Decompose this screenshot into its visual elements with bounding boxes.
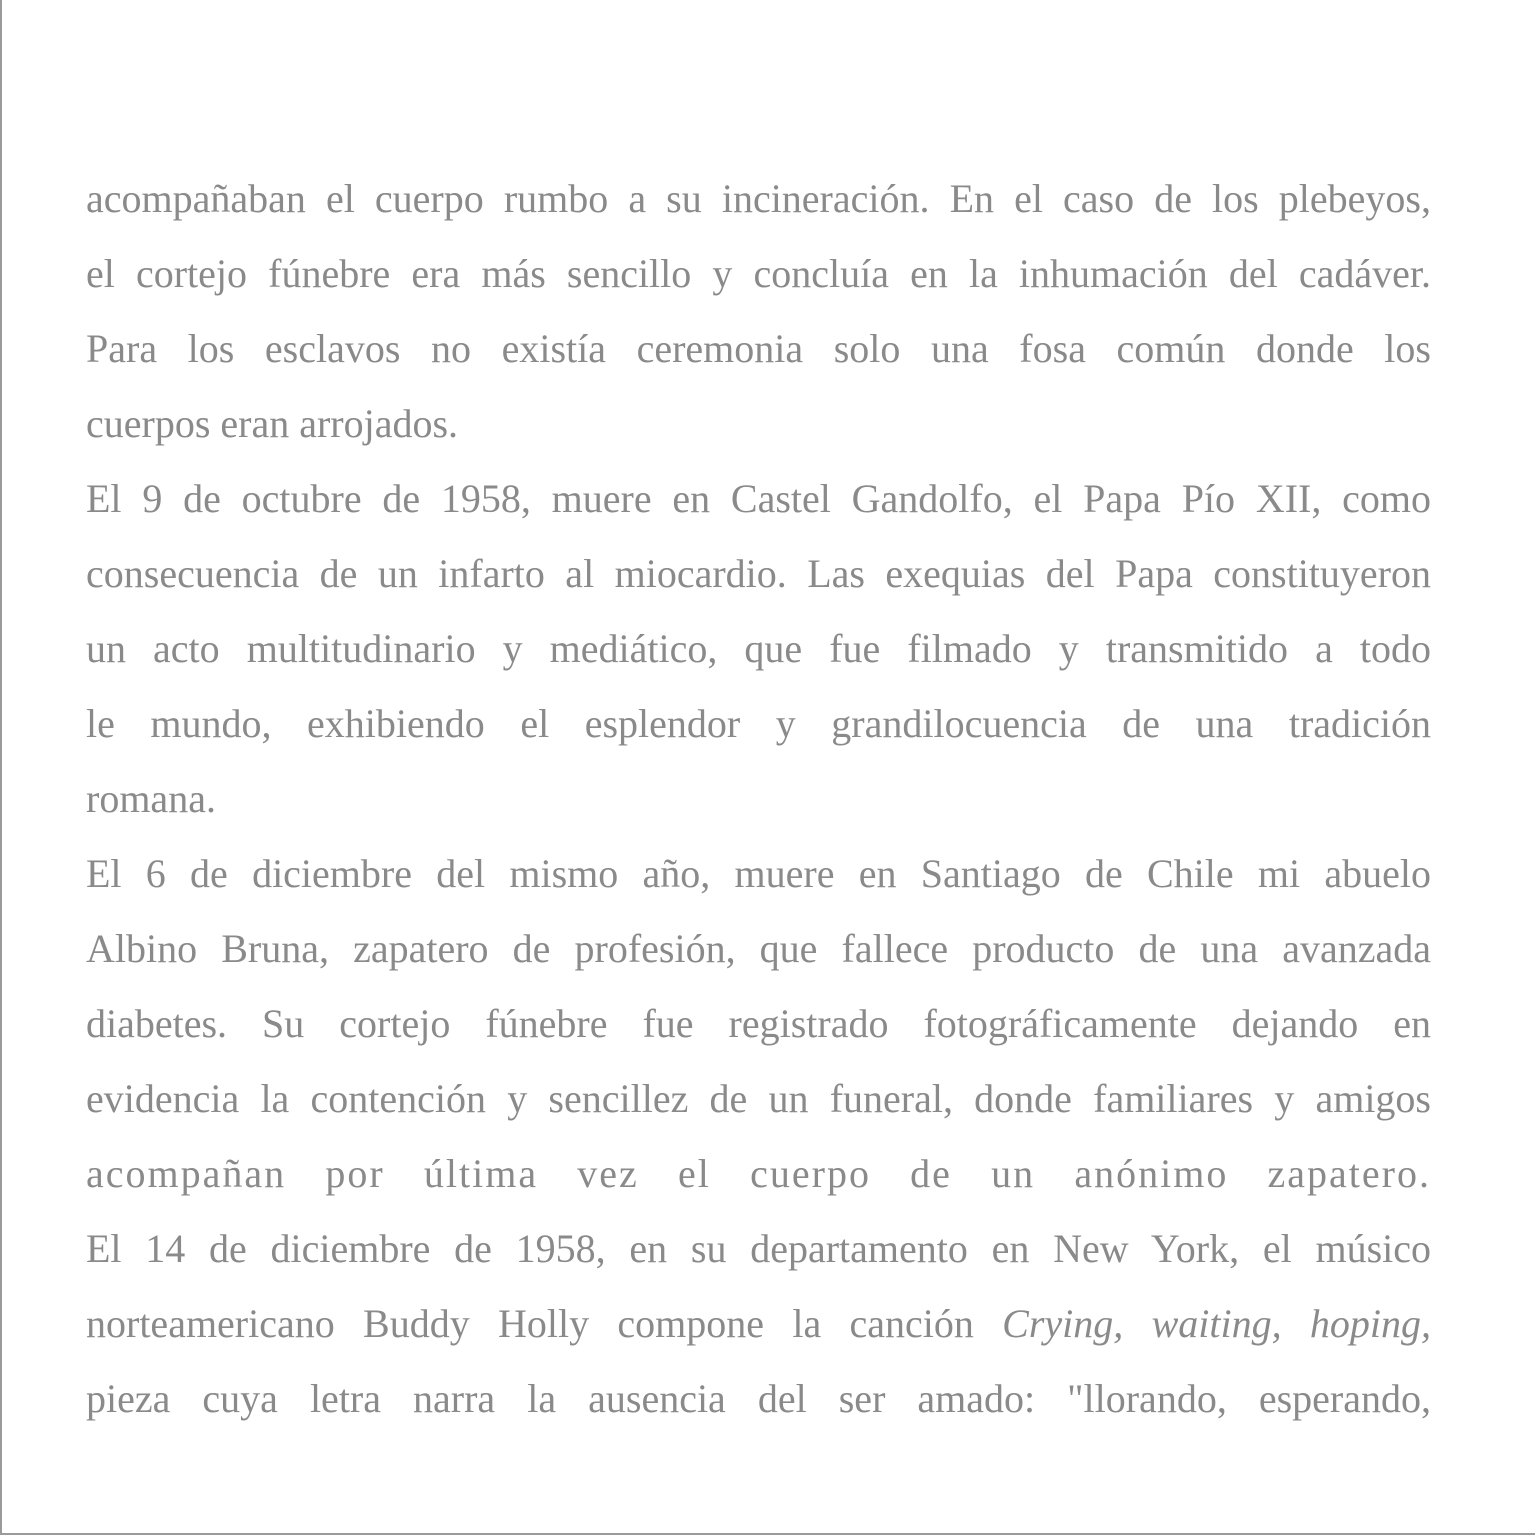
- text-line: un acto multitudinario y mediático, que fue filmado y transmitido a todo: [86, 626, 1431, 671]
- text-line: Para los esclavos no existía ceremonia solo una fosa común donde los: [86, 326, 1431, 371]
- text-line: acompañaban el cuerpo rumbo a su incineración. En el caso de los plebeyos,: [86, 176, 1431, 221]
- text-line: El 6 de diciembre del mismo año, muere en Santiago de Chile mi abuelo: [86, 851, 1431, 896]
- text-line: [86, 1286, 1431, 1361]
- text-line: consecuencia de un infarto al miocardio. Las exequias del Papa constituyeron: [86, 551, 1431, 596]
- text-line: el cortejo fúnebre era más sencillo y concluía en la inhumación del cadáver.: [86, 251, 1431, 296]
- text-line: cuerpos eran arrojados.: [86, 401, 459, 446]
- text-line: acompañan por última vez el cuerpo de un anónimo zapatero.: [86, 1151, 1431, 1196]
- text-line: Albino Bruna, zapatero de profesión, que fallece producto de una avanzada: [86, 926, 1431, 971]
- text-line: El 14 de diciembre de 1958, en su departamento en New York, el músico: [86, 1226, 1431, 1271]
- text-line: diabetes. Su cortejo fúnebre fue registrado fotográficamente dejando en: [86, 1001, 1431, 1046]
- text-segment: norteamericano Buddy Holly compone la canción: [86, 1301, 1003, 1346]
- text-line: El 9 de octubre de 1958, muere en Castel Gandolfo, el Papa Pío XII, como: [86, 476, 1431, 521]
- text-line: pieza cuya letra narra la ausencia del ser amado: "llorando, esperando,: [86, 1376, 1431, 1421]
- text-line: romana.: [86, 776, 216, 821]
- body-text: [86, 161, 1431, 1436]
- text-line: le mundo, exhibiendo el esplendor y grandilocuencia de una tradición: [86, 701, 1431, 746]
- song-title: Crying, waiting, hoping,: [1002, 1301, 1431, 1346]
- text-line: evidencia la contención y sencillez de un funeral, donde familiares y amigos: [86, 1076, 1431, 1121]
